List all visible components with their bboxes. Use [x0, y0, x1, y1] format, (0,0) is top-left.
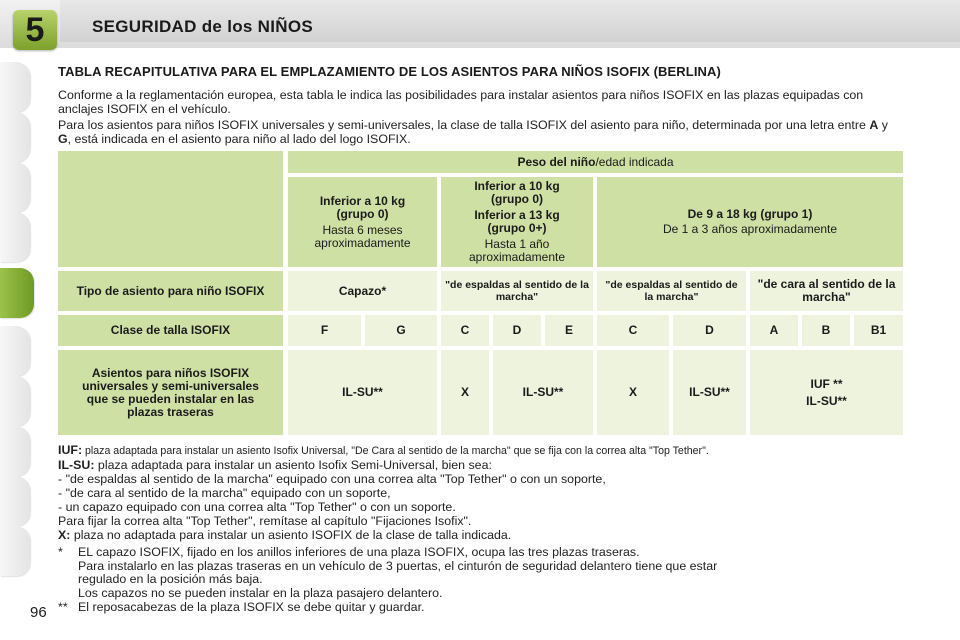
note-x [58, 529, 511, 543]
size-class-cell: D [673, 315, 746, 346]
note-key: IL-SU: [58, 458, 95, 472]
footnote-star-mark: * [58, 545, 63, 559]
size-class-cell: C [597, 315, 669, 346]
size-letter-a: A [869, 118, 879, 132]
side-tab[interactable] [0, 476, 30, 526]
intro-text: , está indicada en el asiento para niño al lado del logo ISOFIX. [67, 132, 411, 146]
chapter-number-badge: 5 [13, 10, 57, 50]
size-class-cell: A [750, 315, 798, 346]
note-key: X: [58, 528, 71, 542]
rear-seat-compat: IL-SU** [673, 350, 746, 435]
size-class-cell: C [441, 315, 489, 346]
row-label-rear-seats: Asientos para niños ISOFIX universales y semi-universales que se pueden instalar en las plazas traseras [58, 350, 283, 435]
group-0b-title: Inferior a 10 kg (grupo 0) [474, 179, 560, 206]
size-class-cell: B1 [854, 315, 903, 346]
group-1-sub: De 1 a 3 años aproximadamente [662, 222, 838, 236]
note-text: plaza adaptada para instalar un asiento Isofix Semi-Universal, bien sea: [94, 458, 492, 472]
size-class-cell: E [545, 315, 593, 346]
size-letter-g: G [58, 132, 68, 146]
footnote-double-star: El reposacabezas de la plaza ISOFIX se debe quitar y guardar. [78, 600, 425, 614]
footnote-star-4: Los capazos no se pueden instalar en la plaza pasajero delantero. [78, 586, 443, 600]
note-text: plaza no adaptada para instalar un asiento ISOFIX de la clase de talla indicada. [70, 528, 512, 542]
rear-seat-compat: X [597, 350, 669, 435]
footnote-star-2: Para instalarlo en las plazas traseras en un vehículo de 3 puertas, el cinturón de seguridad delantero tiene que estar [78, 559, 718, 573]
seat-type-rear-facing: "de espaldas al sentido de la marcha" [597, 271, 746, 311]
size-class-cell: B [802, 315, 850, 346]
group-1-title: De 9 a 18 kg (grupo 1) [687, 207, 813, 221]
size-class-cell: F [288, 315, 361, 346]
side-tab-active[interactable] [0, 268, 34, 318]
group-0plus-title: Inferior a 13 kg (grupo 0+) [474, 208, 560, 235]
weight-header-rest: /edad indicada [595, 154, 674, 169]
rear-seat-compat: IL-SU** [493, 350, 593, 435]
rear-seat-compat [750, 350, 903, 435]
group-0-title: Inferior a 10 kg (grupo 0) [319, 193, 406, 221]
note-fijar: Para fijar la correa alta "Top Tether", remítase al capítulo "Fijaciones Isofix". [58, 514, 472, 528]
group-0plus-header [441, 177, 593, 267]
intro-paragraph-2 [58, 118, 904, 146]
seat-type-carrycot: Capazo* [288, 271, 437, 311]
note-dash-3: - un capazo equipado con una correa alta "Top Tether" o con un soporte. [58, 500, 456, 514]
chapter-title: SEGURIDAD de los NIÑOS [92, 17, 314, 36]
group-0-sub: Hasta 6 meses aproximadamente [314, 222, 411, 250]
intro-text: y [878, 118, 888, 132]
intro-paragraph-1: Conforme a la reglamentación europea, esta tabla le indica las posibilidades para instalar asientos para niños ISOFIX en las plazas equipadas con anclajes ISOFIX en el vehículo. [58, 88, 864, 116]
seat-type-rear-facing: "de espaldas al sentido de la marcha" [441, 271, 593, 311]
rear-seat-compat-iuf: IUF ** [810, 376, 843, 391]
notes-section [58, 444, 908, 614]
document-title: TABLA RECAPITULATIVA PARA EL EMPLAZAMIENTO DE LOS ASIENTOS PARA NIÑOS ISOFIX (BERLINA) [58, 64, 721, 79]
size-class-cell: D [493, 315, 541, 346]
side-tab[interactable] [0, 112, 30, 162]
rear-seat-compat: X [441, 350, 489, 435]
page-number: 96 [30, 604, 47, 621]
note-key: IUF: [58, 443, 83, 457]
rear-seat-compat-ilsu: IL-SU** [806, 393, 847, 408]
side-tab[interactable] [0, 426, 30, 476]
table-corner-cell [58, 151, 283, 267]
weight-header [288, 151, 903, 173]
footnote-double-star-mark: ** [58, 600, 68, 614]
side-tab[interactable] [0, 62, 30, 112]
side-tab[interactable] [0, 212, 30, 262]
note-text: plaza adaptada para instalar un asiento Isofix Universal, "De Cara al sentido de la marcha" que se fija con la correa alta "Top Tether". [82, 445, 709, 457]
rear-seat-compat: IL-SU** [288, 350, 437, 435]
side-tab[interactable] [0, 162, 30, 212]
side-tab[interactable] [0, 326, 30, 376]
seat-type-forward-facing: "de cara al sentido de la marcha" [750, 271, 903, 311]
note-dash-1: - "de espaldas al sentido de la marcha" equipado con una correa alta "Top Tether" o con un soporte, [58, 472, 606, 486]
footnote-star-3: regulado en la posición más baja. [78, 572, 263, 586]
group-0plus-sub: Hasta 1 año aproximadamente [468, 237, 566, 264]
row-label-seat-type: Tipo de asiento para niño ISOFIX [58, 271, 283, 311]
side-tab[interactable] [0, 376, 30, 426]
note-dash-2: - "de cara al sentido de la marcha" equipado con un soporte, [58, 486, 391, 500]
group-1-header [597, 177, 903, 267]
side-tab[interactable] [0, 526, 30, 576]
footnote-star-1: EL capazo ISOFIX, fijado en los anillos inferiores de una plaza ISOFIX, ocupa las tres plazas traseras. [78, 545, 640, 559]
size-class-cell: G [365, 315, 437, 346]
intro-text: Para los asientos para niños ISOFIX universales y semi-universales, la clase de talla ISOFIX del asiento para niño, determinada por una letra entre [58, 118, 870, 132]
note-ilsu [58, 459, 492, 473]
row-label-size-class: Clase de talla ISOFIX [58, 315, 283, 346]
note-iuf [58, 444, 709, 459]
weight-header-bold: Peso del niño [517, 154, 596, 169]
group-0-header [288, 177, 437, 267]
